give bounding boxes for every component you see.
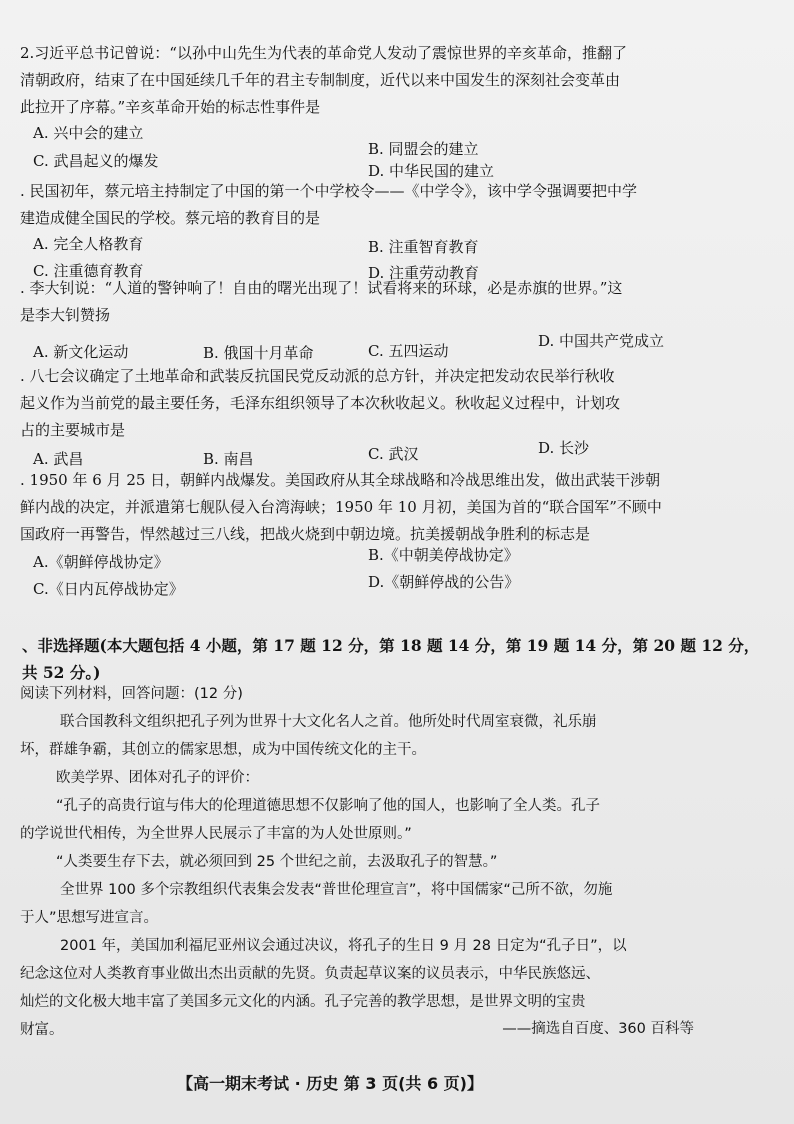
- question-li-dazhao: [20, 275, 760, 329]
- material-line: 2001 年，美国加利福尼亚州议会通过决议，将孔子的生日 9 月 28 日定为“孔子日”，以: [60, 938, 627, 954]
- reading-material: [20, 680, 772, 1044]
- material-line: 全世界 100 多个宗教组织代表集会发表“普世伦理宣言”，将中国儒家“己所不欲，勿施: [60, 882, 613, 898]
- option-d[interactable]: D. 中国共产党成立: [538, 332, 665, 350]
- question-cai-yuanpei: [20, 178, 760, 232]
- question-korean-war: [20, 467, 760, 548]
- quote-line: “孔子的高贵行谊与伟大的伦理道德思想不仅影响了他的国人，也影响了全人类。孔子: [56, 798, 601, 814]
- question-stem-line: 起义作为当前党的最主要任务，毛泽东组织领导了本次秋收起义。秋收起义过程中，计划攻: [20, 394, 621, 412]
- option-c[interactable]: C.《日内瓦停战协定》: [33, 580, 184, 598]
- material-line: 灿烂的文化极大地丰富了美国多元文化的内涵。孔子完善的教学思想，是世界文明的宝贵: [20, 994, 586, 1010]
- option-a[interactable]: A.《朝鲜停战协定》: [33, 553, 169, 571]
- page-footer: 【高一期末考试 · 历史 第 3 页(共 6 页)】: [177, 1074, 483, 1093]
- section-heading: [22, 632, 762, 686]
- material-line: 联合国教科文组织把孔子列为世界十大文化名人之首。他所处时代周室衰微，礼乐崩: [60, 714, 597, 730]
- material-line: 于人”思想写进宣言。: [20, 910, 159, 926]
- question-stem-line: . 李大钊说：“人道的警钟响了！自由的曙光出现了！试看将来的环球，必是赤旗的世界。”这: [20, 279, 623, 297]
- section-heading-line: 、非选择题(本大题包括 4 小题，第 17 题 12 分，第 18 题 14 分，第 19 题 14 分，第 20 题 12 分，: [22, 636, 760, 655]
- question-xinhai: [20, 40, 760, 121]
- question-stem-line: 国政府一再警告，悍然越过三八线，把战火烧到中朝边境。抗美援朝战争胜利的标志是: [20, 525, 591, 543]
- option-a[interactable]: A. 武昌: [33, 450, 84, 468]
- question-stem-line: 2.习近平总书记曾说：“以孙中山先生为代表的革命党人发动了震惊世界的辛亥革命，推翻了: [20, 44, 627, 62]
- quote-line: 的学说世代相传，为全世界人民展示了丰富的为人处世原则。”: [20, 826, 412, 842]
- option-d[interactable]: D. 中华民国的建立: [368, 162, 495, 180]
- material-line: 欧美学界、团体对孔子的评价：: [56, 770, 259, 786]
- question-stem-line: 清朝政府，结束了在中国延续几千年的君主专制制度，近代以来中国发生的深刻社会变革由: [20, 71, 621, 89]
- question-stem-line: 建造成健全国民的学校。蔡元培的教育目的是: [20, 209, 321, 227]
- question-stem-line: 是李大钊赞扬: [20, 306, 111, 324]
- section-heading-line: 共 52 分。): [22, 663, 101, 682]
- question-stem-line: . 民国初年，蔡元培主持制定了中国的第一个中学校令——《中学令》，该中学令强调要把中学: [20, 182, 638, 200]
- question-prompt: 阅读下列材料，回答问题：(12 分): [20, 686, 243, 702]
- option-d[interactable]: D. 长沙: [538, 439, 590, 457]
- option-b[interactable]: B.《中朝美停战协定》: [368, 546, 519, 564]
- option-a[interactable]: A. 兴中会的建立: [33, 124, 144, 142]
- option-a[interactable]: A. 新文化运动: [33, 343, 129, 361]
- material-source: ——摘选自百度、360 百科等: [502, 1021, 694, 1037]
- option-c[interactable]: C. 注重德育教育: [33, 262, 144, 280]
- material-line: 坏，群雄争霸，其创立的儒家思想，成为中国传统文化的主干。: [20, 742, 426, 758]
- option-c[interactable]: C. 武昌起义的爆发: [33, 152, 159, 170]
- question-stem-line: 鲜内战的决定，并派遣第七舰队侵入台湾海峡；1950 年 10 月初，美国为首的“联合国军”不顾中: [20, 498, 662, 516]
- question-stem-line: 占的主要城市是: [20, 421, 126, 439]
- option-d[interactable]: D. 注重劳动教育: [368, 264, 480, 282]
- option-b[interactable]: B. 俄国十月革命: [203, 344, 314, 362]
- option-b[interactable]: B. 注重智育教育: [368, 238, 479, 256]
- option-c[interactable]: C. 五四运动: [368, 342, 449, 360]
- option-a[interactable]: A. 完全人格教育: [33, 235, 144, 253]
- option-b[interactable]: B. 同盟会的建立: [368, 140, 479, 158]
- question-stem-line: 此拉开了序幕。”辛亥革命开始的标志性事件是: [20, 98, 321, 116]
- question-stem-line: . 八七会议确定了土地革命和武装反抗国民党反动派的总方针，并决定把发动农民举行秋收: [20, 367, 615, 385]
- material-line: 财富。: [20, 1022, 64, 1038]
- material-line: 纪念这位对人类教育事业做出杰出贡献的先贤。负责起草议案的议员表示，中华民族悠远、: [20, 966, 600, 982]
- question-stem-line: . 1950 年 6 月 25 日，朝鲜内战爆发。美国政府从其全球战略和冷战思维出发，做出武装干涉朝: [20, 471, 661, 489]
- option-d[interactable]: D.《朝鲜停战的公告》: [368, 573, 520, 591]
- question-autumn-harvest: [20, 363, 760, 444]
- option-c[interactable]: C. 武汉: [368, 445, 419, 463]
- quote-line: “人类要生存下去，就必须回到 25 个世纪之前，去汲取孔子的智慧。”: [56, 854, 498, 870]
- option-b[interactable]: B. 南昌: [203, 450, 254, 468]
